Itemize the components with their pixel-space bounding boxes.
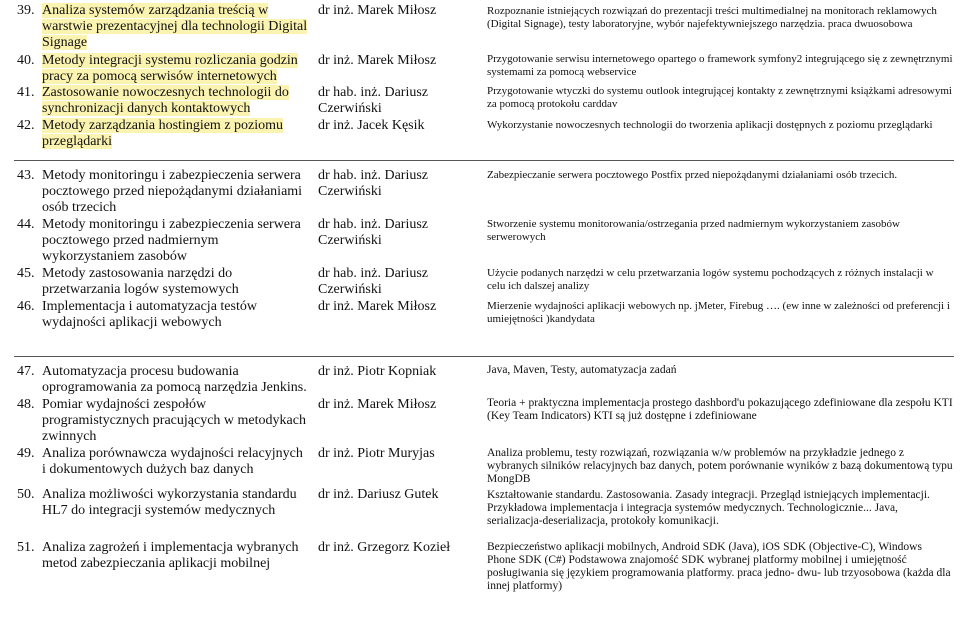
row-description: Przygotowanie wtyczki do systemu outlook integrującej kontakty z zewnętrznymi książkami adresowymi za pomocą protokołu carddav [487, 85, 952, 110]
row-title: Analiza zagrożeń i implementacja wybranych metod zabezpieczania aplikacji mobilnej [42, 540, 299, 571]
row-number: 51. [17, 540, 35, 555]
row-title: Metody monitoringu i zabezpieczenia serwera pocztowego przed nadmiernym wykorzystaniem zasobów [42, 217, 301, 264]
row-description: Wykorzystanie nowoczesnych technologii do tworzenia aplikacji dostępnych z poziomu przeglądarki [487, 119, 933, 131]
row-title: Analiza systemów zarządzania treścią w warstwie prezentacyjnej dla technologii Digital Signage [42, 3, 308, 50]
row-description: Użycie podanych narzędzi w celu przetwarzania logów systemu pochodzących z różnych instalacji w celu ich dalszej analizy [487, 267, 934, 292]
row-number: 50. [17, 487, 35, 502]
row-description: Teoria + praktyczna implementacja prostego dashbord'u pokazującego zdefiniowane dla zespołu KTI (Key Team Indicators) KTI są już dostępne i zdefiniowane [487, 397, 953, 422]
row-supervisor: dr inż. Grzegorz Kozieł [318, 540, 451, 555]
row-supervisor: dr hab. inż. Dariusz Czerwiński [318, 168, 429, 199]
row-description: Zabezpieczanie serwera pocztowego Postfix przed niepożądanymi działaniami osób trzecich. [487, 169, 898, 181]
row-description: Stworzenie systemu monitorowania/ostrzegania przed nadmiernym wykorzystaniem zasobów serwerowych [487, 218, 900, 243]
section-divider [14, 160, 954, 161]
row-title: Zastosowanie nowoczesnych technologii do synchronizacji danych kontaktowych [42, 85, 289, 116]
row-number: 39. [17, 3, 35, 18]
row-description: Analiza problemu, testy rozwiązań, rozwiązania w/w problemów na przykładzie jednego z wybranych silników relacyjnych baz danych, potem porównanie wyników z bazą dokumentową typu MongDB [487, 447, 953, 485]
row-supervisor: dr hab. inż. Dariusz Czerwiński [318, 217, 429, 248]
row-title: Metody zarządzania hostingiem z poziomu przeglądarki [42, 118, 284, 149]
row-title: Pomiar wydajności zespołów programistycznych pracujących w metodykach zwinnych [42, 397, 306, 444]
row-title: Automatyzacja procesu budowania oprogramowania za pomocą narzędzia Jenkins. [42, 364, 307, 395]
section-divider [14, 356, 954, 357]
row-number: 49. [17, 446, 35, 461]
row-supervisor: dr inż. Piotr Kopniak [318, 364, 437, 379]
row-supervisor: dr hab. inż. Dariusz Czerwiński [318, 266, 429, 297]
row-title: Implementacja i automatyzacja testów wydajności aplikacji webowych [42, 299, 257, 330]
row-title: Analiza możliwości wykorzystania standardu HL7 do integracji systemów medycznych [42, 487, 297, 518]
row-supervisor: dr inż. Piotr Muryjas [318, 446, 435, 461]
row-supervisor: dr inż. Jacek Kęsik [318, 118, 425, 133]
row-description: Bezpieczeństwo aplikacji mobilnych, Android SDK (Java), iOS SDK (Objective-C), Windows Phone SDK (C#) Podstawowa znajomość SDK wybranej platformy mobilnej i umiejętność posługiwania się językiem programowania platformy. praca jedno- dwu- lub trzyosobowa (każda dla innej platformy) [487, 541, 951, 592]
row-title: Analiza porównawcza wydajności relacyjnych i dokumentowych dużych baz danych [42, 446, 303, 477]
row-description: Mierzenie wydajności aplikacji webowych np. jMeter, Firebug …. (ew inne w zależności od preferencji i umiejętności )kandydata [487, 300, 950, 325]
row-title: Metody zastosowania narzędzi do przetwarzania logów systemowych [42, 266, 239, 297]
row-title: Metody integracji systemu rozliczania godzin pracy za pomocą serwisów internetowych [42, 53, 298, 84]
row-description: Przygotowanie serwisu internetowego opartego o framework symfony2 integrującego się z zewnętrznymi systemami za pomocą webservice [487, 53, 953, 78]
row-description: Rozpoznanie istniejących rozwiązań do prezentacji treści multimedialnej na monitorach reklamowych (Digital Signage), testy laboratoryjne, wybór najefektywniejszego narzędzia. praca dwuosobowa [487, 5, 937, 30]
row-description: Kształtowanie standardu. Zastosowania. Zasady integracji. Przegląd istniejących implementacji. Przykładowa implementacja i integracja systemów medycznych. Technologicznie... Java, serializacja-deserializacja, protokoły komunikacji. [487, 489, 930, 527]
row-supervisor: dr inż. Marek Miłosz [318, 299, 437, 314]
row-number: 44. [17, 217, 35, 232]
row-description: Java, Maven, Testy, automatyzacja zadań [487, 364, 677, 376]
row-number: 47. [17, 364, 35, 379]
row-number: 45. [17, 266, 35, 281]
row-number: 40. [17, 53, 35, 68]
row-supervisor: dr inż. Marek Miłosz [318, 397, 437, 412]
row-supervisor: dr inż. Marek Miłosz [318, 53, 437, 68]
row-supervisor: dr hab. inż. Dariusz Czerwiński [318, 85, 429, 116]
row-number: 41. [17, 85, 35, 100]
row-number: 43. [17, 168, 35, 183]
row-supervisor: dr inż. Dariusz Gutek [318, 487, 439, 502]
row-number: 46. [17, 299, 35, 314]
row-supervisor: dr inż. Marek Miłosz [318, 3, 437, 18]
row-number: 48. [17, 397, 35, 412]
row-title: Metody monitoringu i zabezpieczenia serwera pocztowego przed niepożądanymi działaniami osób trzecich [42, 168, 303, 215]
row-number: 42. [17, 118, 35, 133]
